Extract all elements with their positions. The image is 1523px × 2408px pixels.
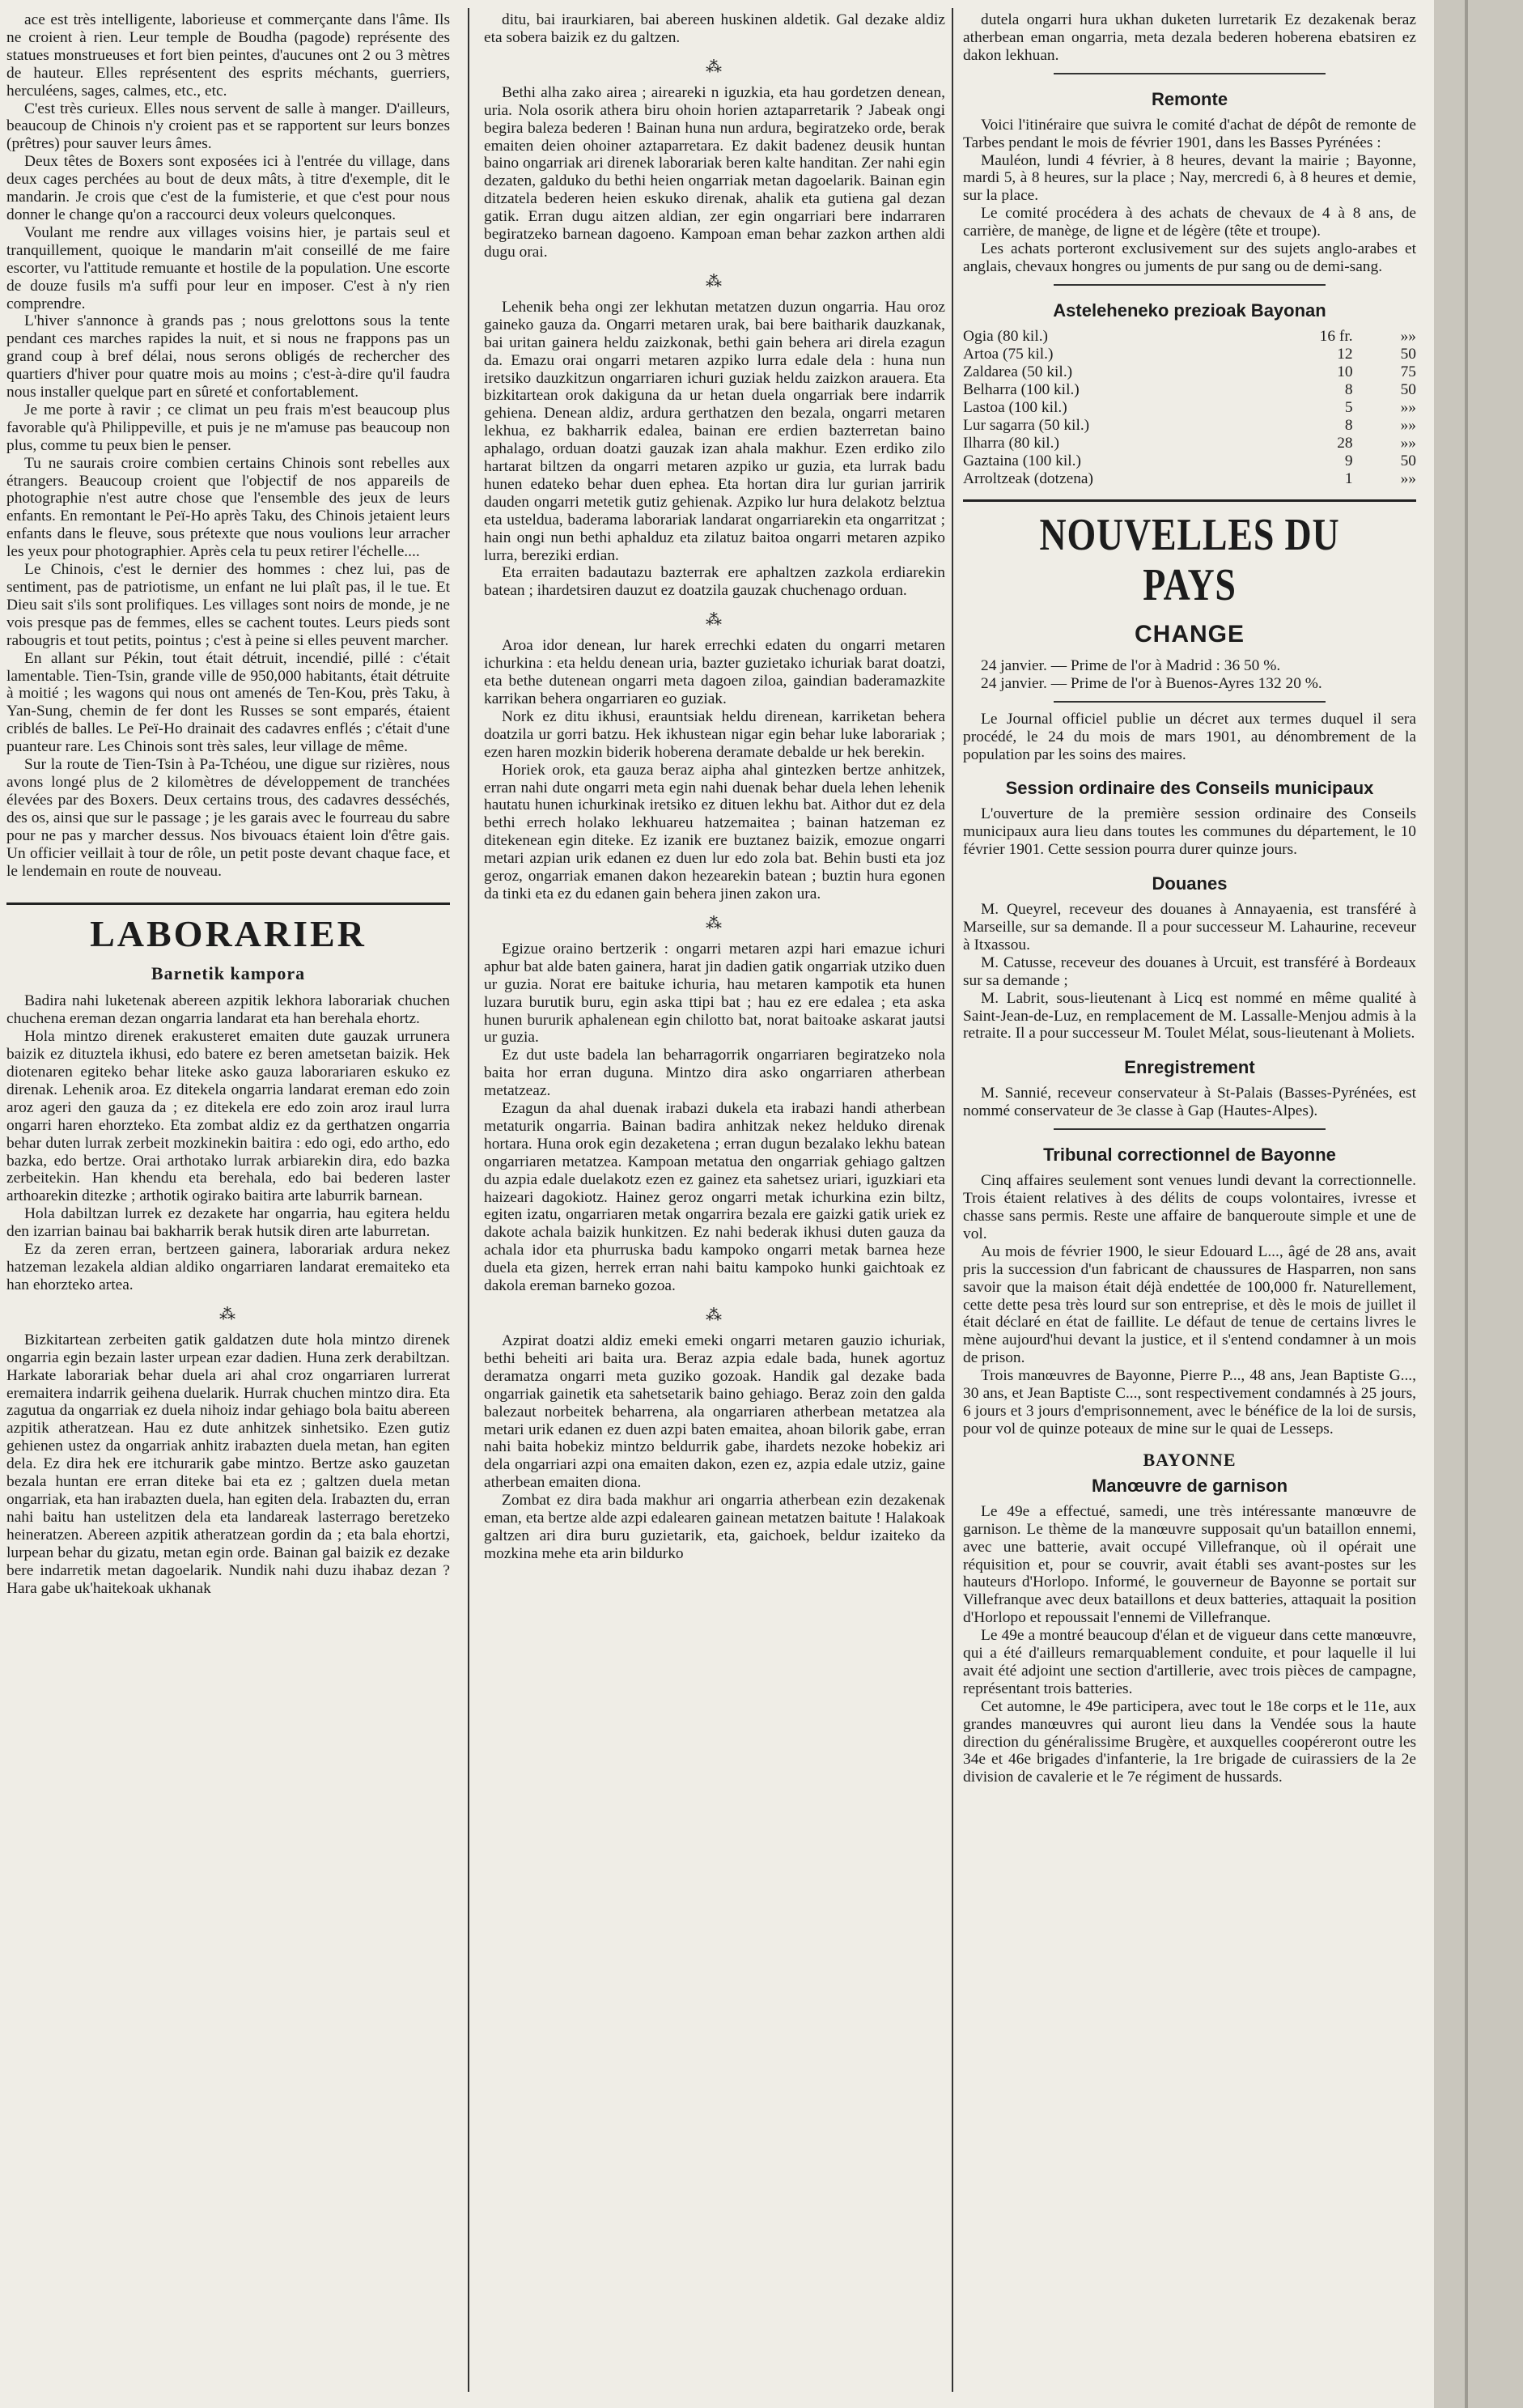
paragraph: Trois manœuvres de Bayonne, Pierre P..., 48 ans, Jean Baptiste G..., 30 ans, et Jean Baptiste C..., sont respectivement condamnés à 25 jours, 6 jours et 3 jours d'emprisonnement, avec le bénéfice de la loi de sursis, pour vol de quinze poteaux de mine sur le quai de Lesseps.: [963, 1367, 1416, 1438]
asterism-separator: ⁂: [706, 57, 723, 76]
price-item-name: Belharra (100 kil.): [963, 380, 1080, 398]
paragraph: Ezagun da ahal duenak irabazi dukela eta irabazi handi atherbean metaturik ongarria. Bainan badira anhitzak nekez helduko direnak hortara. Huna orok egin dezaketena ; erran dugun bezalako lekhu batean ongarriaren metatzea. Kampoan metatua den ongarriak gehiago galtzen du azpia edale duelakotz ezen ez gainez eta sahetsez uriari, iguzkiari eta haizeari dagokiotz. Hainez geroz ongarri metak ichurkina ezin biltz, egiten izatu, ongarriaren metak ongarrira bezala ere gaizki gatik uriek ez dakote achala baizik hunkitzen. Ez nahi bederak ikhusi duten gauza da achala idor eta phurruska badu kampoko ongarri metak barnea heze duela eta gizen, herrek erran nahi baitu kampoko hunki gaichtoak ez dakola ereman barneko gozoa.: [484, 1100, 945, 1295]
paragraph: Badira nahi luketenak abereen azpitik lekhora laborariak chuchen chuchena ereman dezan ongarria landarat eta han berehala ehortz.: [6, 992, 450, 1028]
section-title-laborarier: LABORARIER: [90, 913, 367, 955]
paragraph: Eta erraiten badautazu bazterrak ere aphaltzen zazkola erdiarekin batean ; ihardetsiren dauzut ez doatzila gauzak chuchenago orduan.: [484, 564, 945, 600]
paragraph: 24 janvier. — Prime de l'or à Madrid : 36 50 %.: [981, 656, 1281, 674]
paragraph: Au mois de février 1900, le sieur Edouard L..., âgé de 28 ans, avait pris la succession d'un fabricant de chaussures de Hasparren, non sans savoir que la maison était déjà endettée de 100,000 fr. Naturellement, cette dette pesa très lourd sur son entreprise, et dès le mois de juillet il était déclaré en état de faillite. Le défaut de tenue de certains livres le mène aujourd'hui devant la justice, et il s'entend condamner à un mois de prison.: [963, 1242, 1416, 1367]
paragraph: L'hiver s'annonce à grands pas ; nous grelottons sous la tente pendant ces marches rapides la nuit, et si nous ne frappons pas un grand coup à bref délai, nous serons obligés de rechercher des quartiers d'hiver pour quatre mois au moins ; c'est-à-dire qu'il faudra nous installer quelque part en sûreté et confortablement.: [6, 312, 450, 401]
price-row: [963, 417, 1416, 435]
asterism-separator: ⁂: [219, 1305, 237, 1323]
price-cents: »»: [1400, 434, 1416, 452]
price-row: [963, 399, 1416, 417]
paragraph: Ez dut uste badela lan beharragorrik ongarriaren begiratzeko nola baita hor erran duguna. Mintzo dira asko ongarriaren atherbean metatzeaz.: [484, 1047, 945, 1100]
paragraph: Lehenik beha ongi zer lekhutan metatzen duzun ongarria. Hau oroz gaineko gauza da. Ongarri metaren urak, bai bere baitharik dauzkanak, bai uritan gainera heldu zaizkonak, bethi gain behera ari direla ezagun da. Emazu orai ongarri metaren azpiko lurra edale dela : huna nun iretsiko dauzkitzun ongarriaren ichuri guziak heldu zaizkon arauera. Eta bizkitartean orok dakiguna da ur hetan duela ongarriak bere indarrik gehiena. Denean aldiz, ardura gerthatzen den bezala, ongarri metaren lekhua, ez bakharrik edalea, bainan ere erdien bazterretan baino aphalago, orduan doatzi gauzak izan ahala makhur. Ezen erdiko zilo hartarat biltzen da ongarri metaren azpiko ur guzia, eta lurrak badu hunen edateko behar duen ephea. Eta hortan dira lur gurian jarririk dauden ongarri metetik gutiz gehienak. Azpiko lur hura delakotz belztua eta usteldua, baderama laborariak landarat ongarriarekin eta ongarritzat ; hain ongi nun bethi aphalduz eta zilatuz baitoa ongarri metaren azpiko lurra, bereziki erdian.: [484, 298, 945, 564]
column-rule: [952, 8, 953, 2392]
paragraph: M. Queyrel, receveur des douanes à Annayaenia, est transféré à Marseille, sur sa demande. Il a pour successeur M. Lahaurine, receveur à Itxassou.: [963, 901, 1416, 953]
section-title-bayonne: BAYONNE: [1143, 1449, 1237, 1470]
price-item-name: Lur sagarra (50 kil.): [963, 416, 1090, 434]
paragraph: Bizkitartean zerbeiten gatik galdatzen dute hola mintzo direnek ongarria egin bezain laster urpean ezar dadien. Huna zerk derabiltzan. Harkate laborariak behar duela ari ahal croz ongarriaren lurrerat eremaitera indarrik geihena duelarik. Hurrak chuchen mintzo dira. Eta zagutua da ongarriak ez duela nihoiz indar gehiago bola baitu abereen azpitik atheratzean. Hau ez dute anhitzek sinhetsiko. Ezen gutiz gehienen ustez da ongarriak anhitz irabazten duela metan, han egiten dela. Ez dira hek ere itchurarik gabe mintzo. Bertze asko gauzetan bezala huntan ere erran diteke bai eta ez ; galtzen duela metan ongarriak, eta han irabazten duela, han egiten dela. Irabazten du, erran nahi baitu han ustelitzen dela eta landareak lasterrago beretzeko heineratzen. Abereen azpitik atheratzean gordin da ; eta bala ehortzi, lurpean behar du gizatu, metan egin orde. Bainan gal baizik ez dezake bere indarretik metan dagoelarik. Nundik nahi duzu ihabaz dezan ? Hara gabe uk'haitekoak ukhanak: [6, 1331, 450, 1597]
paragraph: Deux têtes de Boxers sont exposées ici à l'entrée du village, dans deux cages perchées au bout de deux mâts, à titre d'exemple, dit le mandarin. Je crois que c'est de la fumisterie, et que c'est pour nous donner le change qu'on a raccourci deux voleurs quelconques.: [6, 153, 450, 223]
paragraph: Le Chinois, c'est le dernier des hommes : chez lui, pas de sentiment, pas de patriotisme, un enfant ne lui plaît pas, il le tue. Et Dieu sait s'ils sont prolifiques. Les villages sont noirs de monde, je ne vois presque pas de femmes, elles se cachent toutes. Leurs pieds sont rabougris et tout petits, pointus ; c'est à peine si elles peuvent marcher.: [6, 561, 450, 649]
price-row: [963, 470, 1416, 488]
paragraph: M. Catusse, receveur des douanes à Urcuit, est transféré à Bordeaux sur sa demande ;: [963, 953, 1416, 989]
price-value: 28: [1337, 434, 1353, 452]
paragraph: Mauléon, lundi 4 février, à 8 heures, devant la mairie ; Bayonne, mardi 5, à 8 heures, sur la place ; Nay, mercredi 6, à 8 heures et demie, sur la place.: [963, 151, 1416, 205]
asterism-separator: ⁂: [706, 1306, 723, 1324]
section-title-tribunal: Tribunal correctionnel de Bayonne: [1043, 1145, 1336, 1166]
asterism-separator: ⁂: [706, 914, 723, 932]
price-item-name: Zaldarea (50 kil.): [963, 363, 1073, 380]
paragraph: C'est très curieux. Elles nous servent de salle à manger. D'ailleurs, beaucoup de Chinois n'y croient pas et se rapportent sur leurs bonzes (prêtres) pour sauver leurs âmes.: [6, 100, 450, 153]
price-item-name: Ilharra (80 kil.): [963, 434, 1059, 452]
price-value: 10: [1337, 363, 1353, 380]
paragraph: Zombat ez dira bada makhur ari ongarria atherbean ezin dezakenak eman, eta bertze alde azpi edalearen gainean metatzen baitute ! Halakoak galtzen ari dira buru guzietarik, eta, gaichoek, beldur izaiteko da mozkina mehe eta arin bildurko: [484, 1492, 945, 1562]
paragraph: Tu ne saurais croire combien certains Chinois sont rebelles aux étrangers. Beaucoup croient que l'objectif de nos appareils de photographie n'est autre chose que l'ensemble des jeux de leurs enfants. En remontant le Peï-Ho après Taku, des Chinois jetaient leurs enfants dans le fleuve, sous prétexte que nous voulions leur arracher les yeux pour photographier. Après cela tu peux retirer l'échelle....: [6, 454, 450, 561]
price-value: 9: [1344, 452, 1353, 469]
paragraph: Voulant me rendre aux villages voisins hier, je partais seul et tranquillement, quoique le mandarin m'ait conseillé de me faire escorter, vu l'attitude remuante et hostile de la population. Une escorte de douze fusils m'a suffi pour leur en imposer. C'est à n'y rien comprendre.: [6, 223, 450, 312]
paragraph: Hola dabiltzan lurrek ez dezakete har ongarria, hau egitera heldu den izarrian bainau bai bakharrik berak hutsik diren arte laburretan.: [6, 1205, 450, 1241]
paragraph: Le Journal officiel publie un décret aux termes duquel il sera procédé, le 24 du mois de mars 1901, au dénombrement de la population par les soins des maires.: [963, 710, 1416, 763]
paragraph: Egizue oraino bertzerik : ongarri metaren azpi hari emazue ichuri aphur bat alde baten gainera, harat jin dadien gatik ongarriak utziko duen ur guzia. Norat ere baituke ichuria, hau metaren kampotik eta hunen luzara burutik buru, egin aska ttipi bat ; hau ez ere edalea ; eta aska hunen bururik aphalenean egin chilotto bat, norat baitoake askarat jautsi ur guzia.: [484, 940, 945, 1047]
paragraph: M. Sannié, receveur conservateur à St-Palais (Basses-Pyrénées, est nommé conservateur de 3e classe à Gap (Hautes-Alpes).: [963, 1085, 1416, 1120]
paragraph: Aroa idor denean, lur harek errechki edaten du ongarri metaren ichurkina : eta heldu denean uria, bazter guzietako ichuriak barat doatzi, eta bethe dutenean ongarri meta dagoen ziloa, gaindian baderamazkite karrikan behera ongarriaren eo guziak.: [484, 637, 945, 707]
section-title-remonte: Remonte: [1151, 88, 1228, 109]
price-cents: 75: [1400, 363, 1416, 380]
section-divider: [1054, 1128, 1326, 1130]
section-divider: [1054, 73, 1326, 74]
section-divider: [1054, 701, 1326, 703]
paragraph: M. Labrit, sous-lieutenant à Licq est nommé en même qualité à Saint-Jean-de-Luz, en remplacement de M. Lassalle-Menjou admis à la retraite. Il a pour successeur M. Toulet Mélat, sous-lieutenant à Moliets.: [963, 989, 1416, 1043]
page-margin-strip: [1434, 0, 1523, 2408]
price-item-name: Artoa (75 kil.): [963, 345, 1054, 363]
paragraph: Bethi alha zako airea ; aireareki n iguzkia, eta hau gordetzen denean, uria. Nola osorik athera biru ohoin horien aztaparretarik ? Jabeak ongi begira baleza bederen ! Bainan huna nun ardura, begiratzeko orde, berak emaiten deien ohoiner aztaparretara. Ez dakit badenez deusik huntan baino ongarriak ari direnek laborariak beren kalte handitan. Zer nahi egin dezaten, galduko du bethi heien ongarriak metan dagoelarik. Bainan egin ditzatela bederen heien eskuko direnak, ahalik eta gutiena gal dezan gatik. Erran dugu aitzen aldian, zer egin ongarriari bere indarraren begiratzeko barnean dagoeno. Kampoan eman behar zazkon arthen aldi dugu orai.: [484, 83, 945, 261]
paragraph: dutela ongarri hura ukhan duketen lurretarik Ez dezakenak beraz atherbean eman ongarria, meta dezala bederen hoberena ebatsiren ez dakon lekhuan.: [963, 11, 1416, 64]
paragraph: Hola mintzo direnek erakusteret emaiten dute gauzak urrunera baizik ez dituztela ikhusi, edo batere ez beren ametsetan baizik. Hek diotenaren egiteko behar liteke asko gauza laborariaren eskuko ez direnak. Lehenik aroa. Ez ditekela ongarria landarat ereman edo zoin aroz ageri den gauza da ; ez ditekela ere edo zoin aroz iraul lurra ongarri haren ehorzteko. Eta zombat aldiz ez da gerthatzen ongarria behar duten lurrak zerbeit mozkinekin baitira : edo ogi, edo artho, edo bazka, edo bertze. Orai arthotako lurrak arbiarekin dira, edo bazka zerbeitekin. Han khendu eta berehala, edo bai bederen laster arthoarekin ditezke ; arthotik ogirako baitira arte laburrik barnean.: [6, 1028, 450, 1205]
paragraph: Nork ez ditu ikhusi, erauntsiak heldu direnean, karriketan behera doatzila ur gorri batzu. Hek ikhustean nigar egin behar luke laborariak ; ezen haren mozkin biderik hoberena deramate debalde ur hek berekin.: [484, 707, 945, 761]
section-title-enregistrement: Enregistrement: [1124, 1057, 1255, 1078]
price-row: [963, 381, 1416, 399]
price-cents: 50: [1400, 345, 1416, 363]
column-rule: [468, 8, 469, 2392]
section-subtitle: Barnetik kampora: [151, 963, 306, 984]
price-value: 8: [1344, 416, 1353, 434]
section-divider: [963, 499, 1416, 502]
price-row: [963, 452, 1416, 470]
price-cents: »»: [1400, 327, 1416, 345]
column-left: [6, 11, 450, 2391]
paragraph: Sur la route de Tien-Tsin à Pa-Tchéou, une digue sur rizières, nous avons longé plus de 2 kilomètres de développement de tranchées élevées par des Boxers. Deux certains trous, des cadavres desséchés, des os, ainsi que sur le passage ; je les garais avec le fourreau du sabre pour ne pas y marcher dessus. Nos bivouacs étaient loin d'être gais. Un officier veillait à tour de rôle, un petit poste devant chaque face, et le lendemain en route de nouveau.: [6, 756, 450, 880]
price-table: [963, 328, 1416, 488]
paragraph: Cinq affaires seulement sont venues lundi devant la correctionnelle. Trois étaient relatives à des délits de coups volontaires, ivresse et chasse sans permis. Reste une affaire de banqueroute simple et une de vol.: [963, 1172, 1416, 1242]
price-item-name: Arroltzeak (dotzena): [963, 469, 1093, 487]
section-divider: [6, 902, 450, 905]
section-subtitle-manoeuvre: Manœuvre de garnison: [1091, 1475, 1288, 1496]
section-title-nouvelles: NOUVELLES DU PAYS: [1039, 509, 1340, 610]
paragraph: Les achats porteront exclusivement sur des sujets anglo-arabes et anglais, chevaux hongres ou juments de pur sang ou de demi-sang.: [963, 240, 1416, 275]
paragraph: Le 49e a effectué, samedi, une très intéressante manœuvre de garnison. Le thème de la manœuvre supposait qu'un bataillon ennemi, avec une batterie, avait occupé Villefranque, où il opérait une réquisition et, pour se couvrir, avait établi ses avant-postes sur les hauteurs d'Horlopo. Informé, le gouverneur de Bayonne se portait sur Villefranque avec deux bataillons et deux batteries, attaquait la position d'Horlopo et repoussait l'ennemi de Villefranque.: [963, 1502, 1416, 1627]
price-row: [963, 328, 1416, 346]
section-title-prices: Asteleheneko prezioak Bayonan: [1053, 299, 1326, 321]
price-cents: 50: [1400, 452, 1416, 469]
column-middle: [484, 11, 945, 2391]
section-divider: [1054, 284, 1326, 286]
paragraph: ditu, bai iraurkiaren, bai abereen huskinen aldetik. Gal dezake aldiz eta sobera baizik ez du galtzen.: [484, 11, 945, 46]
price-row: [963, 363, 1416, 381]
paragraph: Voici l'itinéraire que suivra le comité d'achat de dépôt de remonte de Tarbes pendant le mois de février 1901, dans les Basses Pyrénées :: [963, 116, 1416, 151]
paragraph: Azpirat doatzi aldiz emeki emeki ongarri metaren gauzio ichuriak, bethi beheiti ari baita ura. Beraz azpia edale bada, hunek agortuz deramatza ongarri meta guziko gozoak. Handik gal dezake bada ongarriak gainetik eta sahetsetarik baino gehiago. Beraz zoin den galda balezaut norbeitek beharrena, ala ongarriaren atherbean metatzea ala metari urik edanen ez duen azpi baten emaitea, ahoan bilorik gabe, erran nahi baita hobekiz mintzo beldurrik gabe, ihardets nezoke hobekiz ari dela ongarriari azpi ona emaiten dakon, ezen ez, azpia edale utziz, gaine atherbean emaiten diona.: [484, 1332, 945, 1492]
price-item-name: Gaztaina (100 kil.): [963, 452, 1081, 469]
asterism-separator: ⁂: [706, 272, 723, 291]
price-item-name: Ogia (80 kil.): [963, 327, 1049, 345]
price-cents: »»: [1400, 469, 1416, 487]
price-value: 16 fr.: [1319, 327, 1353, 345]
paragraph: Le 49e a montré beaucoup d'élan et de vigueur dans cette manœuvre, qui a été d'ailleurs remarquablement conduite, et pour laquelle il lui avait été adjoint une section d'artillerie, avec trois pièces de campagne, représentant trois batteries.: [963, 1627, 1416, 1697]
price-value: 12: [1337, 345, 1353, 363]
page-fold-line: [1465, 0, 1468, 2408]
paragraph: L'ouverture de la première session ordinaire des Conseils municipaux aura lieu dans toutes les communes du département, le 10 février 1901. Cette session pourra durer quinze jours.: [963, 805, 1416, 859]
section-title-session: Session ordinaire des Conseils municipaux: [1005, 778, 1374, 799]
paragraph: Le comité procédera à des achats de chevaux de 4 à 8 ans, de carrière, de manège, de ligne et de légère (tête et troupe).: [963, 205, 1416, 240]
paragraph: Je me porte à ravir ; ce climat un peu frais m'est beaucoup plus favorable qu'à Philippeville, et puis je ne m'amuse pas beaucoup non plus, comme tu peux bien le penser.: [6, 401, 450, 454]
price-item-name: Lastoa (100 kil.): [963, 398, 1067, 416]
paragraph: Horiek orok, eta gauza beraz aipha ahal gintezken bertze anhitzek, erran nahi dute ongarri meta egin nahi duenak behar duela lehen lehenik hautatu hunen ichurkinak iretsiko ez dituen lekhu bat. Aithor dut ez dela bethi errech holako lekhuareu hatzemaitea ; bainan hatzeman ez ditekenean egin diteke. Ez izanik ere buztanez baizik, emozue ongarri metari azpian urik edanen ez duen lur edo zola bat. Behin busti eta joz geroz, ongarriak emanen dakon hezearekin batean ; buztin hura egonen da tinki eta ez du edanen gain behera jinen zakon ura.: [484, 761, 945, 902]
section-title-change: CHANGE: [1134, 620, 1245, 648]
price-cents: »»: [1400, 416, 1416, 434]
price-value: 8: [1344, 380, 1353, 398]
section-title-douanes: Douanes: [1152, 873, 1228, 894]
price-cents: 50: [1400, 380, 1416, 398]
paragraph: ace est très intelligente, laborieuse et commerçante dans l'âme. Ils ne croient à rien. Leur temple de Boudha (pagode) représente des statues monstrueuses et fort bien peintes, d'aucunes ont 2 ou 3 mètres de hauteur. Elles représentent des esprits méchants, guerriers, herculéens, sages, calmes, etc., etc.: [6, 11, 450, 100]
price-cents: »»: [1400, 398, 1416, 416]
paragraph: 24 janvier. — Prime de l'or à Buenos-Ayres 132 20 %.: [981, 674, 1322, 692]
paragraph: En allant sur Pékin, tout était détruit, incendié, pillé : c'était lamentable. Tien-Tsin, grande ville de 950,000 habitants, était détruite à moitié ; les wagons qui nous ont amenés de Ten-Kou, près Taku, à Yan-Sung, chemin de fer dont les Russes se sont emparés, étaient criblés de balles. Le Peï-Ho drainait des cadavres enflés ; c'était d'une puanteur rare. Les Chinois sont très sales, leur village de même.: [6, 649, 450, 756]
price-row: [963, 435, 1416, 452]
paragraph: Ez da zeren erran, bertzeen gainera, laborariak ardura nekez hatzeman lezakela aldian aldiko ongarriaren landarat eremaiteko eta han ehorzteko artea.: [6, 1241, 450, 1293]
paragraph: Cet automne, le 49e participera, avec tout le 18e corps et le 11e, aux grandes manœuvres qui auront lieu dans la Vendée sous la haute direction du généralissime Brugère, et auxquelles coopéreront outre les 34e et 46e brigades d'infanterie, la 1re brigade de cuirassiers de la 2e division de cavalerie et le 7e régiment de hussards.: [963, 1697, 1416, 1786]
price-value: 1: [1344, 469, 1353, 487]
price-row: [963, 346, 1416, 363]
price-value: 5: [1344, 398, 1353, 416]
asterism-separator: ⁂: [706, 611, 723, 630]
column-right: [963, 11, 1416, 2391]
